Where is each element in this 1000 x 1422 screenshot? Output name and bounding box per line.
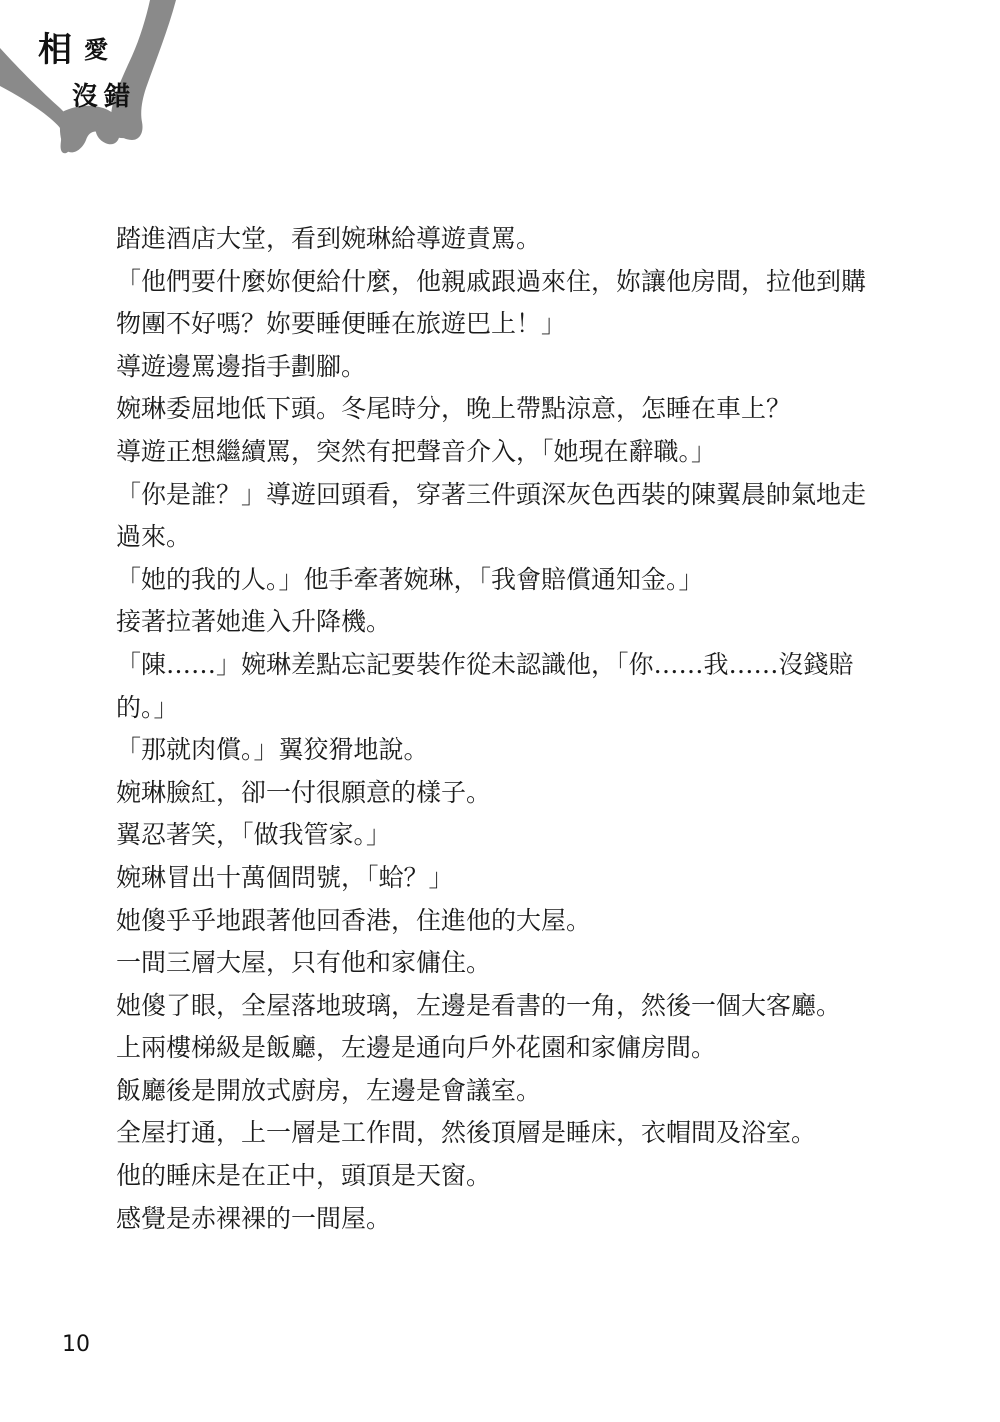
paragraph-17: 上兩樓梯級是飯廳，左邊是通向戶外花園和家傭房間。 [116, 1033, 717, 1063]
paragraph-14: 她傻乎乎地跟著他回香港，住進他的大屋。 [116, 905, 592, 935]
header-title-char-2: 愛 [84, 35, 110, 64]
paragraph-11: 婉琳臉紅，卻一付很願意的樣子。 [116, 777, 492, 807]
body-text [116, 218, 896, 1240]
paragraph-8: 接著拉著她進入升降機。 [116, 607, 392, 637]
paragraph-20: 他的睡床是在正中，頭頂是天窗。 [116, 1161, 492, 1191]
paragraph-2: 「他們要什麼妳便給什麼，他親戚跟過來住，妳讓他房間，拉他到購 物團不好嗎？妳要睡便睡在旅遊巴上！」 [116, 266, 867, 339]
paragraph-15: 一間三層大屋，只有他和家傭住。 [116, 948, 492, 978]
paragraph-21: 感覺是赤裸裸的一間屋。 [116, 1203, 392, 1233]
paragraph-18: 飯廳後是開放式廚房，左邊是會議室。 [116, 1075, 542, 1105]
paragraph-10: 「那就肉償。」翼狡猾地說。 [116, 735, 429, 765]
paragraph-19: 全屋打通，上一層是工作間，然後頂層是睡床，衣帽間及浴室。 [116, 1118, 817, 1148]
header-title-char-1: 相 [38, 30, 74, 70]
paragraph-7: 「她的我的人。」他手牽著婉琳，「我會賠償通知金。」 [116, 564, 704, 594]
paragraph-4: 婉琳委屈地低下頭。冬尾時分，晚上帶點涼意，怎睡在車上？ [116, 394, 792, 424]
paragraph-3: 導遊邊罵邊指手劃腳。 [116, 351, 367, 381]
paragraph-6: 「你是誰？」導遊回頭看，穿著三件頭深灰色西裝的陳翼晨帥氣地走 過來。 [116, 479, 867, 552]
paragraph-5: 導遊正想繼續罵，突然有把聲音介入，「她現在辭職。」 [116, 436, 717, 466]
paragraph-1: 踏進酒店大堂，看到婉琳給導遊責罵。 [116, 224, 542, 253]
paragraph-9: 「陳……」婉琳差點忘記要裝作從未認識他，「你……我……沒錢賠 的。」 [116, 649, 854, 722]
paragraph-12: 翼忍著笑，「做我管家。」 [116, 820, 392, 850]
page-number: 10 [62, 1332, 90, 1357]
paragraph-13: 婉琳冒出十萬個問號，「蛤？」 [116, 862, 454, 892]
header-title-char-4: 錯 [104, 82, 133, 112]
paragraph-16: 她傻了眼，全屋落地玻璃，左邊是看書的一角，然後一個大客廳。 [116, 990, 842, 1020]
header-title-char-3: 沒 [72, 82, 101, 112]
